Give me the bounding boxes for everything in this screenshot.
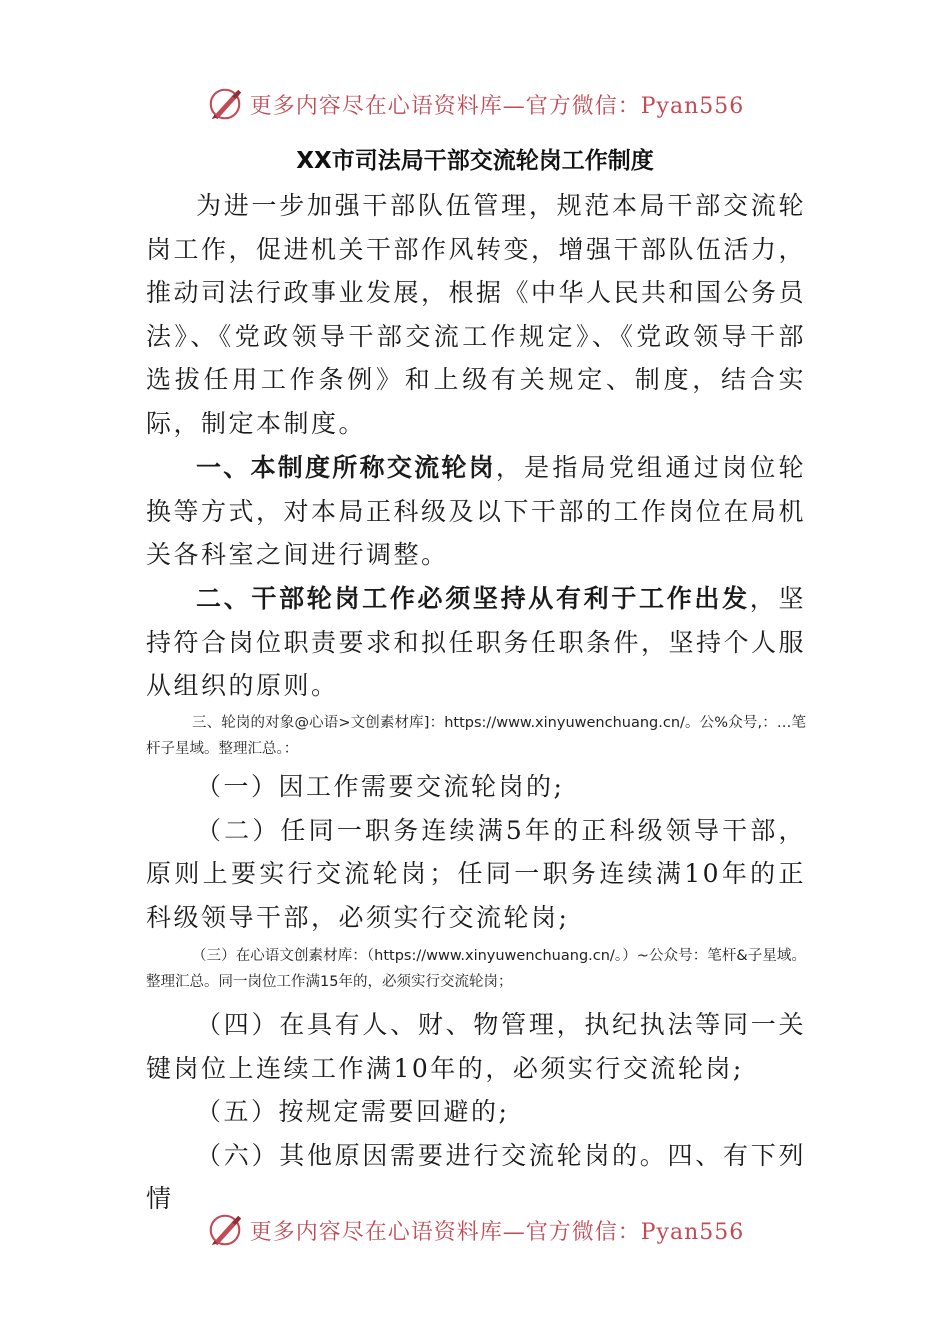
banner-text: 更多内容尽在心语资料库—官方微信：Pyan556 (249, 1219, 745, 1245)
pen-logo-icon (206, 85, 244, 123)
item-1-paragraph (146, 446, 806, 577)
item-2-text: ，坚持符合岗位职责要求和拟任职务任职条件，坚持个人服从组织的原则。 (146, 584, 807, 701)
sub-item-3: （三）在心语文创素材库：（https://www.xinyuwenchuang.cn/。）~公众号：笔杆&子星域。整理汇总。同一岗位工作满15年的，必须实行交流轮岗； (146, 948, 806, 990)
sub-items-block (146, 765, 806, 939)
item-1-lead: 一、本制度所称交流轮岗 (196, 453, 496, 482)
sub-item-6: （六）其他原因需要进行交流轮岗的。四、有下列情 (146, 1140, 806, 1214)
sub-item-5: （五）按规定需要回避的; (196, 1097, 510, 1127)
sub-items-lower-block (146, 1003, 806, 1221)
document-title: XX市司法局干部交流轮岗工作制度 (296, 148, 654, 174)
item-2-lead: 二、干部轮岗工作必须坚持从有利于工作出发 (196, 584, 750, 613)
item-1-text: ，是指局党组通过岗位轮换等方式，对本局正科级及以下干部的工作岗位在局机关各科室之间进行调整。 (146, 453, 807, 570)
intro-paragraph: 为进一步加强干部队伍管理，规范本局干部交流轮岗工作，促进机关干部作风转变，增强干部队伍活力，推动司法行政事业发展，根据《中华人民共和国公务员法》、《党政领导干部交流工作规定》、《党政领导干部选拔任用工作条例》和上级有关规定、制度，结合实际，制定本制度。 (146, 191, 807, 438)
banner-text: 更多内容尽在心语资料库—官方微信：Pyan556 (249, 93, 745, 119)
intro-paragraph-block (146, 184, 806, 446)
header-banner (0, 84, 950, 124)
sub-item-4: （四）在具有人、财、物管理，执纪执法等同一关键岗位上连续工作满10年的，必须实行交流轮岗; (146, 1010, 806, 1083)
item-3-paragraph: 三、轮岗的对象@心语>文创素材库]：https://www.xinyuwenchuang.cn/。公%众号,：…笔杆子星域。整理汇总。： (146, 715, 806, 757)
pen-logo-icon (206, 1211, 244, 1249)
item-3-block (146, 710, 806, 762)
item-2-paragraph (146, 577, 806, 708)
footer-banner (0, 1210, 950, 1250)
sub-item-1: （一）因工作需要交流轮岗的; (196, 772, 565, 801)
item-1-block (146, 446, 806, 577)
sub-item-3-block (146, 943, 806, 995)
sub-item-2: （二）任同一职务连续满5年的正科级领导干部，原则上要实行交流轮岗；任同一职务连续满10年的正科级领导干部，必须实行交流轮岗; (146, 815, 806, 932)
item-2-block (146, 577, 806, 708)
